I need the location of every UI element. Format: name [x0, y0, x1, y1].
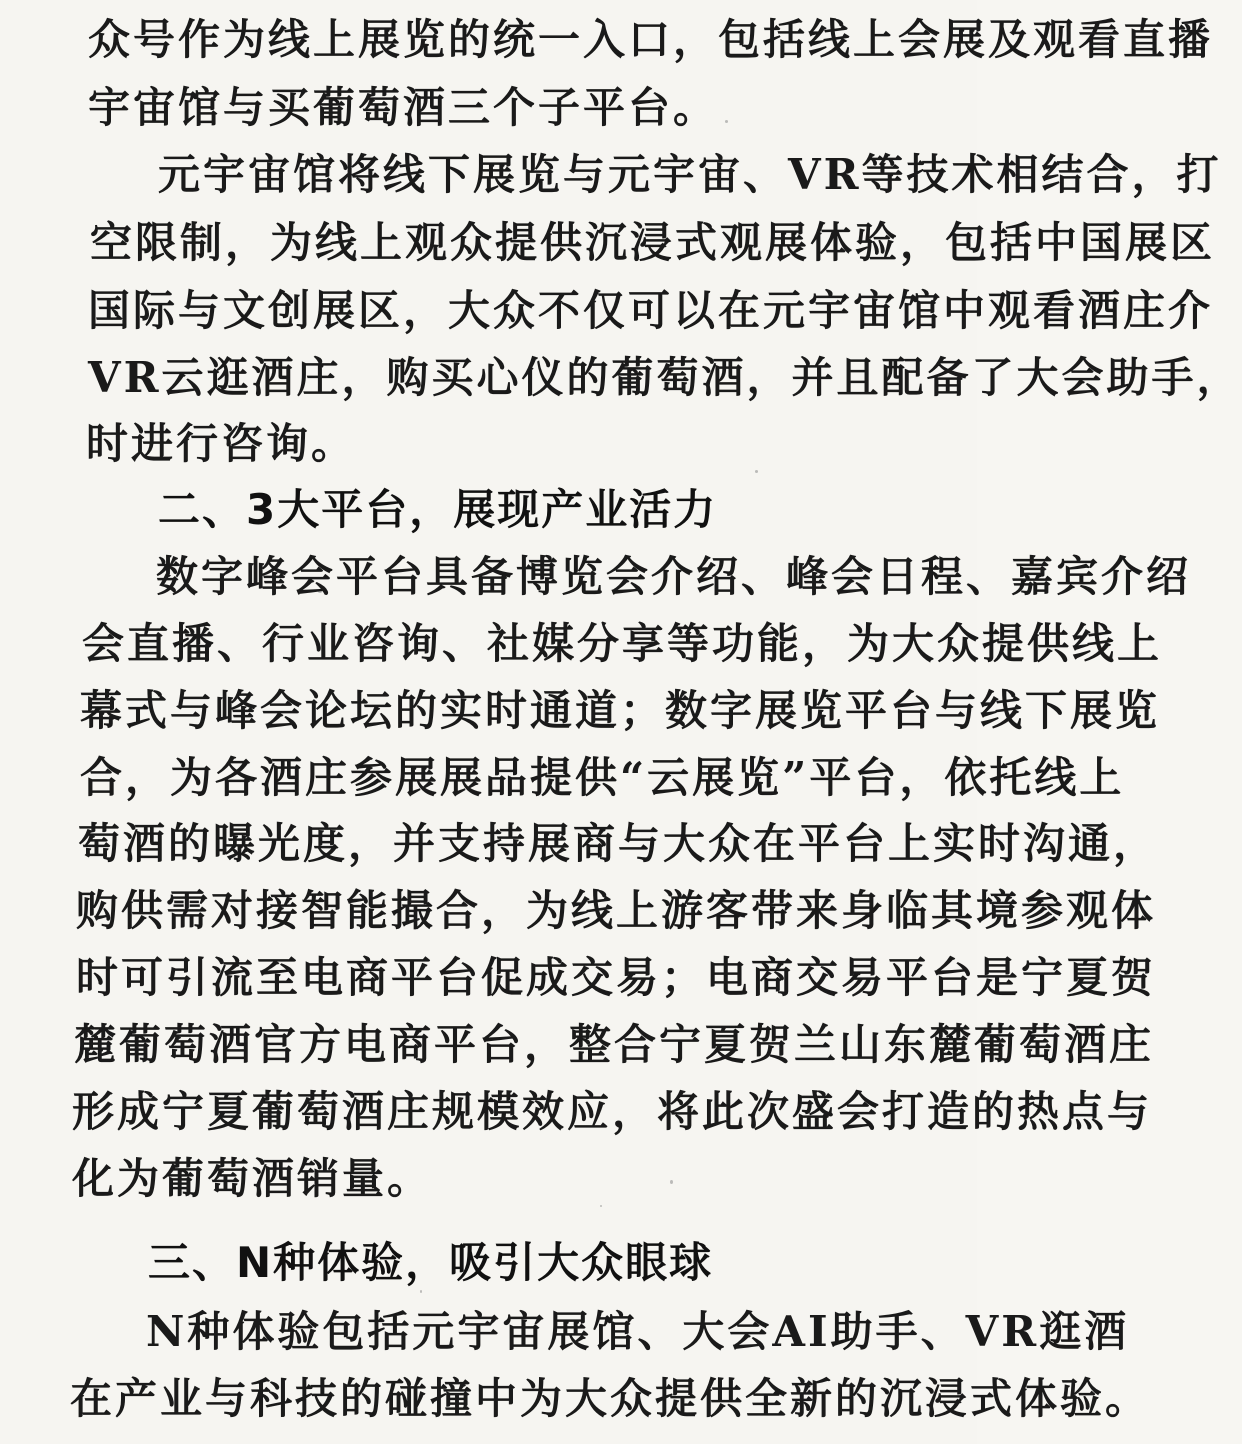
scan-speck — [420, 1290, 422, 1293]
paragraph-line: 形成宁夏葡萄酒庄规模效应，将此次盛会打造的热点与 — [72, 1087, 1153, 1136]
paragraph-line: 萄酒的曝光度，并支持展商与大众在平台上实时沟通， — [78, 819, 1159, 868]
paragraph-line: N种体验包括元宇宙展馆、大会AI助手、VR逛酒 — [146, 1307, 1130, 1356]
paragraph-line: 元宇宙馆将线下展览与元宇宙、VR等技术相结合，打 — [158, 150, 1222, 199]
paragraph-line: 空限制，为线上观众提供沉浸式观展体验，包括中国展区 — [90, 218, 1216, 267]
paragraph-line: 国际与文创展区，大众不仅可以在元宇宙馆中观看酒庄介 — [88, 286, 1214, 335]
section-heading: 二、3大平台，展现产业活力 — [158, 485, 718, 534]
scan-speck — [755, 470, 758, 473]
paragraph-line: 合，为各酒庄参展展品提供“云展览”平台，依托线上 — [80, 753, 1125, 802]
paragraph-line: 化为葡萄酒销量。 — [72, 1154, 433, 1203]
paragraph-line: 数字峰会平台具备博览会介绍、峰会日程、嘉宾介绍 — [156, 552, 1192, 601]
paragraph-line: 购供需对接智能撮合，为线上游客带来身临其境参观体 — [76, 886, 1157, 935]
paragraph-line: 时进行咨询。 — [86, 419, 357, 468]
paragraph-line: VR云逛酒庄，购买心仪的葡萄酒，并且配备了大会助手， — [88, 353, 1242, 402]
paragraph-line: 时可引流至电商平台促成交易；电商交易平台是宁夏贺 — [76, 953, 1157, 1002]
paragraph-line: 会直播、行业咨询、社媒分享等功能，为大众提供线上 — [82, 619, 1163, 668]
paragraph-line: 幕式与峰会论坛的实时通道；数字展览平台与线下展览 — [80, 686, 1161, 735]
paragraph-line: 麓葡萄酒官方电商平台，整合宁夏贺兰山东麓葡萄酒庄 — [74, 1020, 1155, 1069]
paragraph-line: 在产业与科技的碰撞中为大众提供全新的沉浸式体验。 — [70, 1374, 1151, 1423]
section-heading: 三、N种体验，吸引大众眼球 — [148, 1238, 714, 1287]
paragraph-line: 宇宙馆与买葡萄酒三个子平台。 — [88, 83, 719, 132]
scan-speck — [670, 1180, 673, 1184]
scan-speck — [600, 1205, 602, 1207]
scan-speck — [725, 120, 728, 123]
paragraph-line: 众号作为线上展览的统一入口，包括线上会展及观看直播 — [88, 15, 1214, 64]
